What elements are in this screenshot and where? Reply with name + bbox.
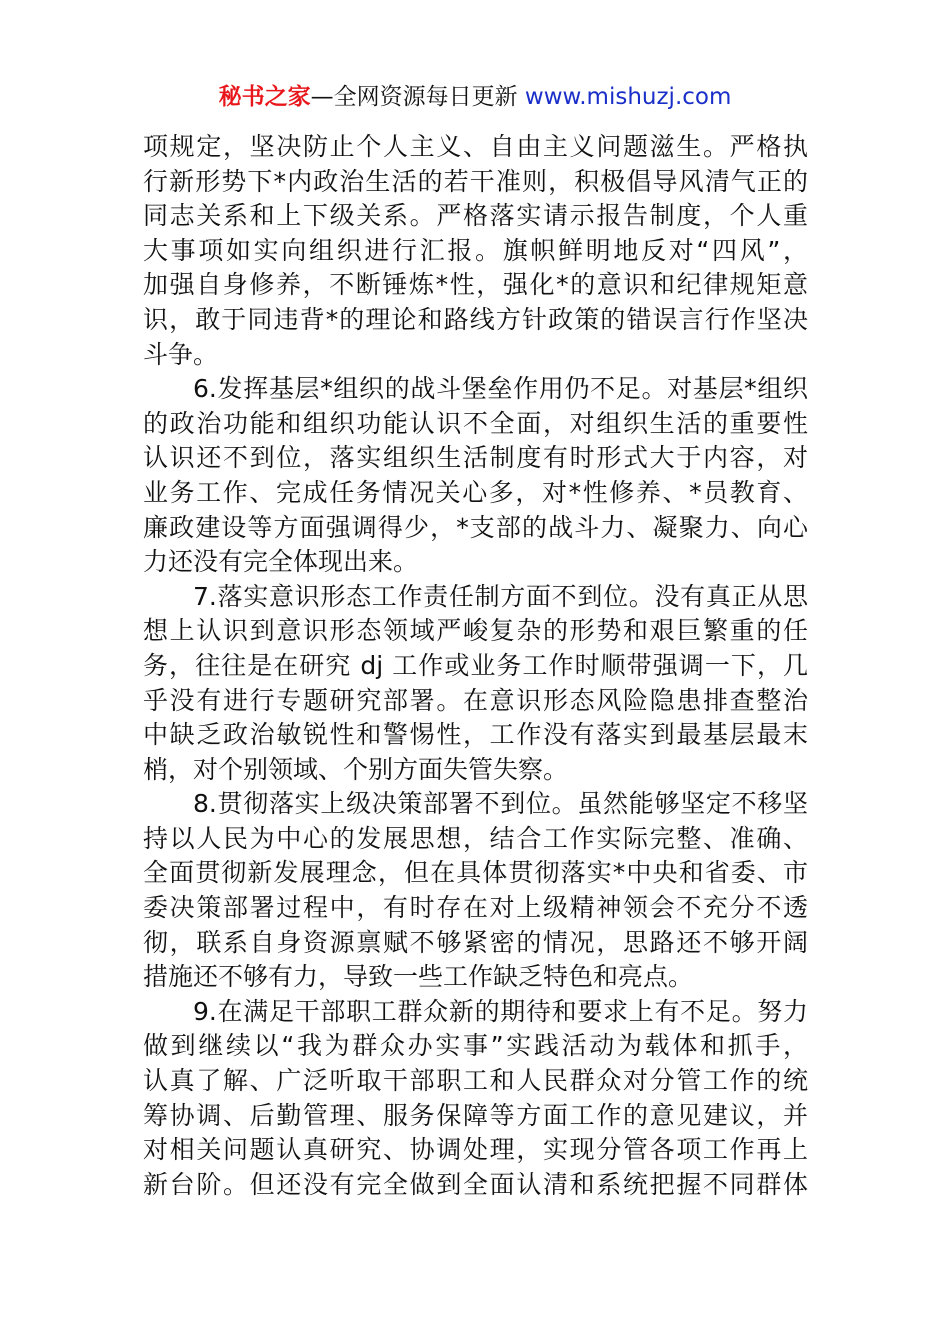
text-line: 中缺乏政治敏锐性和警惕性，工作没有落实到最基层最末 bbox=[143, 720, 808, 750]
text-line: 廉政建设等方面强调得少，*支部的战斗力、凝聚力、向心 bbox=[143, 512, 808, 542]
brand-name: 秘书之家 bbox=[218, 84, 311, 110]
section-heading-line: 7.落实意识形态工作责任制方面不到位。没有真正从思 bbox=[193, 581, 808, 611]
text-line: 斗争。 bbox=[143, 339, 219, 369]
text-line: 行新形势下*内政治生活的若干准则，积极倡导风清气正的 bbox=[143, 166, 808, 196]
text-line: 务，往往是在研究 dj 工作或业务工作时顺带强调一下，几 bbox=[143, 650, 808, 680]
text-line: 的政治功能和组织功能认识不全面，对组织生活的重要性 bbox=[143, 408, 808, 438]
text-line: 措施还不够有力，导致一些工作缺乏特色和亮点。 bbox=[143, 962, 694, 992]
text-line: 业务工作、完成任务情况关心多，对*性修养、*员教育、 bbox=[143, 477, 808, 507]
text-line: 想上认识到意识形态领域严峻复杂的形势和艰巨繁重的任 bbox=[143, 616, 808, 646]
text-line: 识，敢于同违背*的理论和路线方针政策的错误言行作坚决 bbox=[143, 304, 808, 334]
section-heading-line: 9.在满足干部职工群众新的期待和要求上有不足。努力 bbox=[193, 996, 808, 1026]
text-line: 同志关系和上下级关系。严格落实请示报告制度，个人重 bbox=[143, 201, 808, 231]
text-line: 加强自身修养，不断锤炼*性，强化*的意识和纪律规矩意 bbox=[143, 270, 808, 300]
text-line: 梢，对个别领域、个别方面失管失察。 bbox=[143, 754, 569, 784]
text-line: 持以人民为中心的发展思想，结合工作实际完整、准确、 bbox=[143, 823, 808, 853]
section-heading-line: 6.发挥基层*组织的战斗堡垒作用仍不足。对基层*组织 bbox=[193, 374, 808, 404]
text-line: 对相关问题认真研究、协调处理，实现分管各项工作再上 bbox=[143, 1135, 808, 1165]
text-line: 彻，联系自身资源禀赋不够紧密的情况，思路还不够开阔 bbox=[143, 927, 808, 957]
header-tagline: —全网资源每日更新 bbox=[310, 84, 518, 110]
site-url-link[interactable]: www.mishuzj.com bbox=[524, 84, 732, 110]
section-heading-line: 8.贯彻落实上级决策部署不到位。虽然能够坚定不移坚 bbox=[193, 789, 808, 819]
text-line: 筹协调、后勤管理、服务保障等方面工作的意见建议，并 bbox=[143, 1100, 808, 1130]
text-line: 认真了解、广泛听取干部职工和人民群众对分管工作的统 bbox=[143, 1066, 808, 1096]
text-line: 认识还不到位，落实组织生活制度有时形式大于内容，对 bbox=[143, 443, 808, 473]
text-line: 力还没有完全体现出来。 bbox=[143, 547, 419, 577]
site-header bbox=[0, 82, 950, 112]
text-line: 新台阶。但还没有完全做到全面认清和系统把握不同群体 bbox=[143, 1169, 808, 1199]
text-line: 做到继续以“我为群众办实事”实践活动为载体和抓手， bbox=[143, 1031, 808, 1061]
document-body bbox=[143, 130, 808, 1202]
text-line: 乎没有进行专题研究部署。在意识形态风险隐患排查整治 bbox=[143, 685, 808, 715]
text-line: 项规定，坚决防止个人主义、自由主义问题滋生。严格执 bbox=[143, 132, 808, 161]
text-line: 全面贯彻新发展理念，但在具体贯彻落实*中央和省委、市 bbox=[143, 858, 808, 888]
text-line: 委决策部署过程中，有时存在对上级精神领会不充分不透 bbox=[143, 893, 808, 923]
text-line: 大事项如实向组织进行汇报。旗帜鲜明地反对“四风”， bbox=[143, 235, 808, 265]
